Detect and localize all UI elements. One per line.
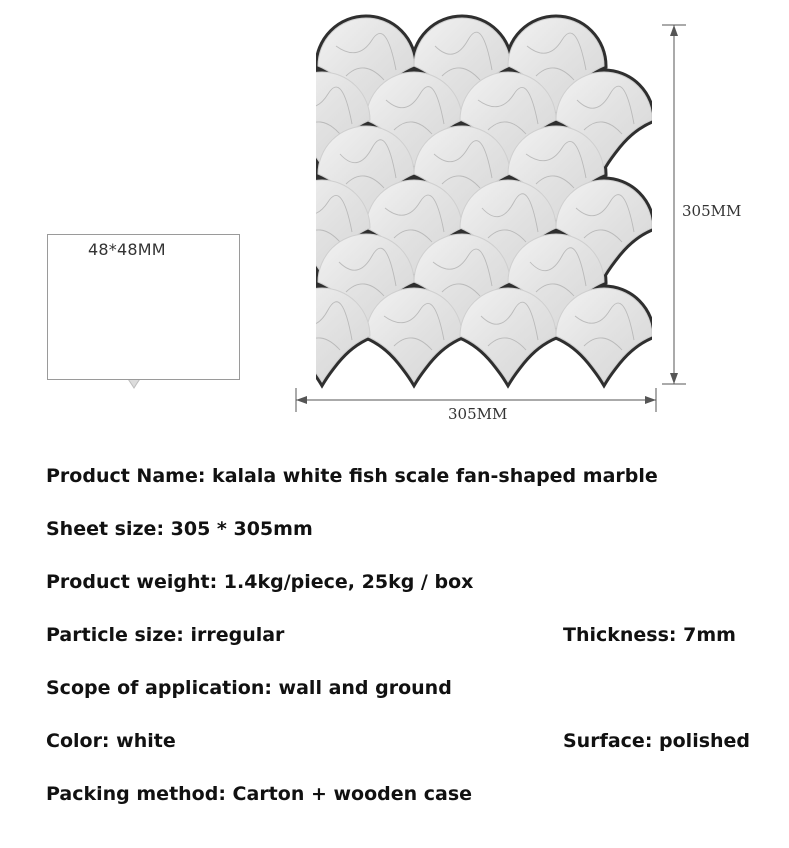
spec-product-name: Product Name: kalala white fish scale fan-shaped marble <box>46 465 658 487</box>
spec-particle-size: Particle size: irregular <box>46 624 285 646</box>
width-label: 305MM <box>448 405 508 423</box>
spec-color: Color: white <box>46 730 176 752</box>
spec-product-weight: Product weight: 1.4kg/piece, 25kg / box <box>46 571 474 593</box>
spec-thickness: Thickness: 7mm <box>563 624 736 646</box>
spec-sheet-size: Sheet size: 305 * 305mm <box>46 518 313 540</box>
height-label: 305MM <box>682 202 742 220</box>
spec-packing: Packing method: Carton + wooden case <box>46 783 473 805</box>
detail-size-label: 48*48MM <box>88 240 166 259</box>
spec-surface: Surface: polished <box>563 730 751 752</box>
marble-scale-tile <box>366 288 462 382</box>
marble-scale-tile <box>460 288 556 382</box>
spec-scope: Scope of application: wall and ground <box>46 677 452 699</box>
marble-scale-tile <box>274 288 370 382</box>
fish-scale-mosaic-sheet <box>274 18 652 382</box>
marble-scale-tile <box>556 288 652 382</box>
